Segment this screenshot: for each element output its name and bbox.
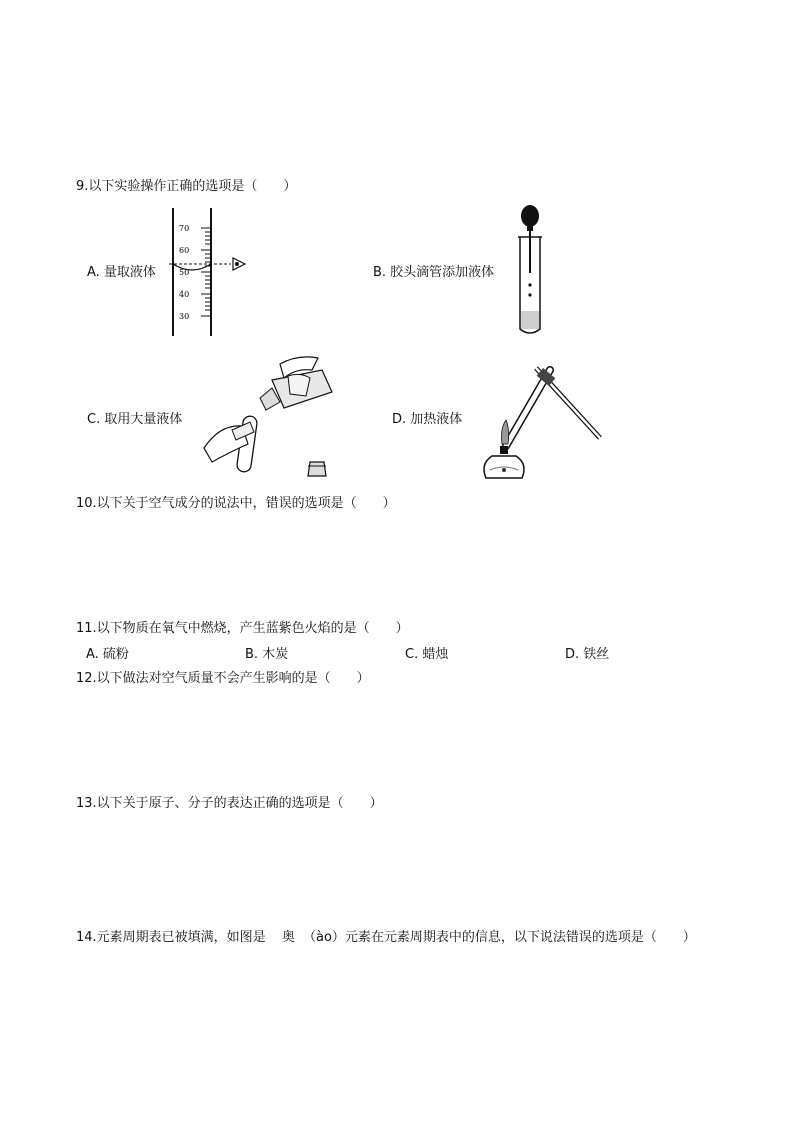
dropper-tube-figure xyxy=(512,203,548,339)
tick-label-30: 30 xyxy=(179,312,190,321)
question-11-stem: 11.以下物质在氧气中燃烧，产生蓝紫色火焰的是（ ） xyxy=(76,621,409,636)
dropper-bulb-icon xyxy=(521,205,539,227)
pouring-liquid-figure xyxy=(202,352,340,482)
option-11c: C. 蜡烛 xyxy=(405,647,449,662)
tick-label-60: 60 xyxy=(179,246,190,255)
option-9a: A. 量取液体 xyxy=(87,265,156,280)
question-10-stem: 10.以下关于空气成分的说法中，错误的选项是（ ） xyxy=(76,496,396,511)
question-9-stem: 9.以下实验操作正确的选项是（ ） xyxy=(76,179,297,194)
question-14-stem-start: 14.元素周期表已被填满，如图是 xyxy=(76,930,266,945)
tick-label-50: 50 xyxy=(179,268,190,277)
option-9d: D. 加热液体 xyxy=(392,412,463,427)
option-11b: B. 木炭 xyxy=(245,647,289,662)
graduated-cylinder-figure xyxy=(165,206,255,338)
option-11d: D. 铁丝 xyxy=(565,647,610,662)
question-14-stem-end: （ào）元素在元素周期表中的信息，以下说法错误的选项是（ ） xyxy=(302,930,696,945)
tick-label-40: 40 xyxy=(179,290,190,299)
question-13-stem: 13.以下关于原子、分子的表达正确的选项是（ ） xyxy=(76,796,383,811)
option-9c: C. 取用大量液体 xyxy=(87,412,183,427)
question-12-stem: 12.以下做法对空气质量不会产生影响的是（ ） xyxy=(76,671,370,686)
option-11a: A. 硫粉 xyxy=(86,647,129,662)
element-character: 奥 xyxy=(281,930,295,945)
heating-liquid-figure xyxy=(476,358,604,484)
question-14-stem xyxy=(76,930,696,946)
option-9b: B. 胶头滴管添加液体 xyxy=(373,265,495,280)
tick-label-70: 70 xyxy=(179,224,190,233)
